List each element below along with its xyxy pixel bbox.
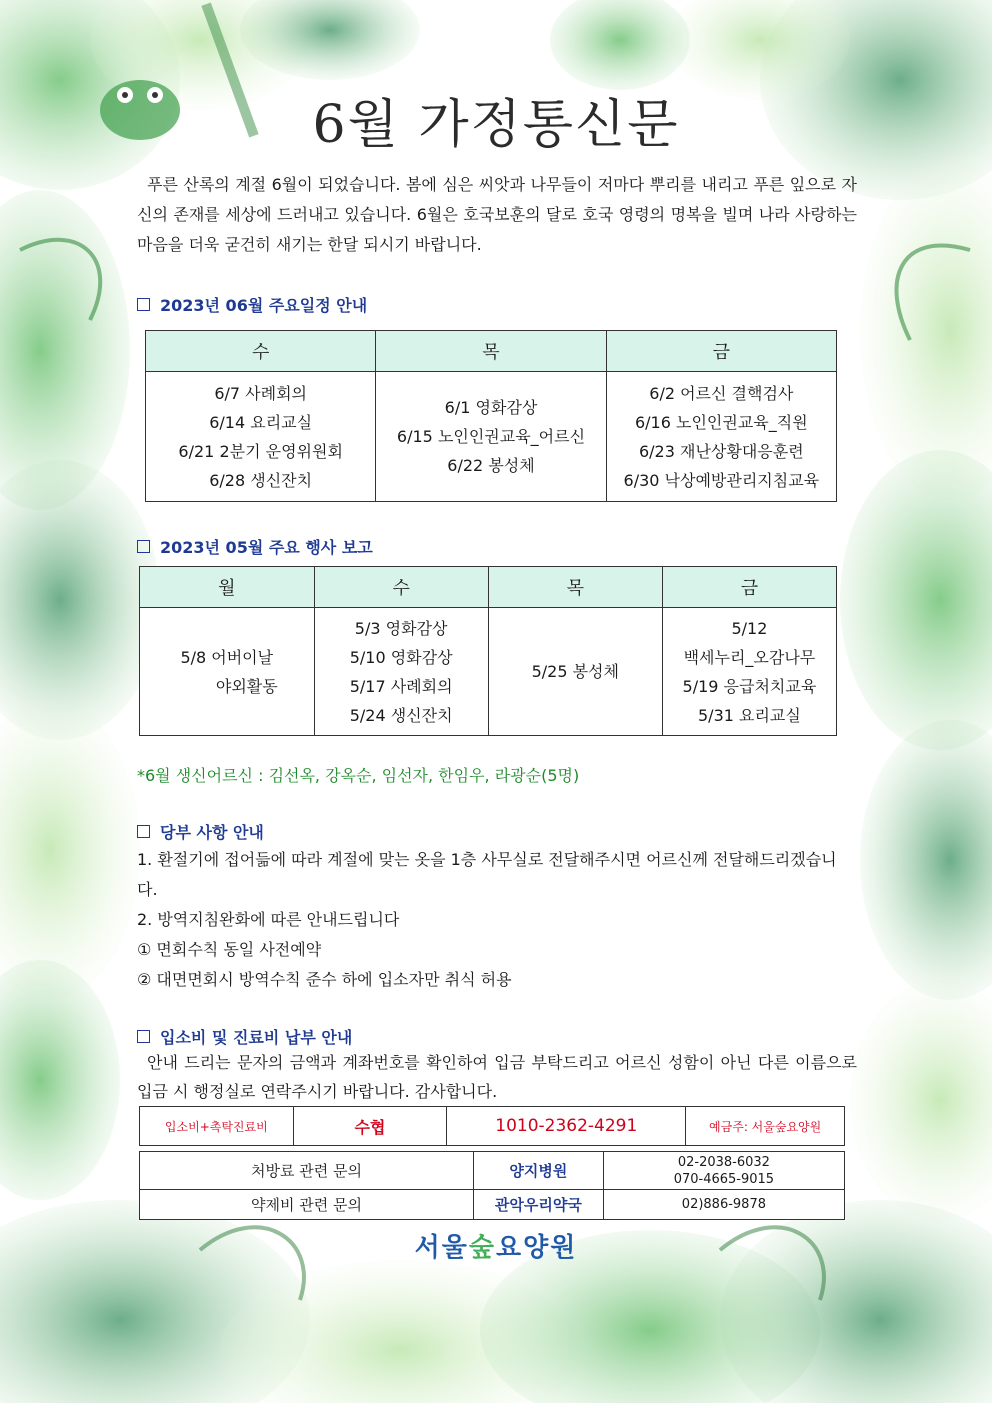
account-label: 입소비+촉탁진료비: [140, 1107, 294, 1146]
report-cell-mon: [140, 608, 315, 736]
contact-topic: 처방료 관련 문의: [140, 1152, 474, 1190]
notice-line: 2. 방역지침완화에 따른 안내드립니다: [137, 910, 400, 929]
schedule-table: [145, 330, 837, 502]
report-item: 5/31 요리교실: [698, 705, 801, 725]
schedule-item: 6/30 낙상예방관리지침교육: [623, 470, 820, 490]
schedule-col-header: 금: [606, 331, 836, 372]
contact-phone[interactable]: 070-4665-9015: [673, 1171, 775, 1187]
contact-phone[interactable]: 02-2038-6032: [677, 1154, 770, 1170]
birthday-note: *6월 생신어르신 : 김선옥, 강옥순, 임선자, 한임우, 라광순(5명): [137, 766, 580, 785]
schedule-col-header: 수: [146, 331, 376, 372]
report-heading: [137, 535, 373, 558]
report-item: 5/25 봉성체: [531, 662, 619, 681]
account-holder: 예금주: 서울숲요양원: [686, 1107, 845, 1146]
schedule-item: 6/16 노인인권교육_직원: [634, 412, 808, 432]
report-item: 5/24 생신잔치: [349, 705, 453, 725]
organization-logo: [0, 1227, 992, 1264]
schedule-item: 6/1 영화감상: [444, 398, 538, 417]
schedule-item: 6/23 재난상황대응훈련: [638, 441, 804, 461]
intro-paragraph: 푸른 산록의 계절 6월이 되었습니다. 봄에 심은 씨앗과 나무들이 저마다 뿌리를 내리고 푸른 잎으로 자신의 존재를 세상에 드러내고 있습니다. 6월은 호국보훈의 달로 호국 영령의 명복을 빌며 나라 사랑하는 마음을 더욱 굳건히 새기는 한달 되시기 바랍니다.: [137, 175, 857, 254]
report-item: 5/19 응급처치교육: [682, 676, 817, 696]
schedule-item: 6/15 노인인권교육_어르신: [396, 427, 586, 446]
schedule-col-header: 목: [376, 331, 606, 372]
payment-intro: 안내 드리는 문자의 금액과 계좌번호를 확인하여 입금 부탁드리고 어르신 성함이 아닌 다른 이름으로 입금 시 행정실로 연락주시기 바랍니다. 감사합니다.: [137, 1053, 857, 1101]
contact-topic: 약제비 관련 문의: [140, 1190, 474, 1220]
notice-line: ① 면회수칙 동일 사전예약: [137, 940, 322, 959]
report-col-header: 금: [662, 567, 836, 608]
checkbox-square-icon: [137, 1030, 150, 1043]
report-col-header: 수: [314, 567, 488, 608]
checkbox-square-icon: [137, 825, 150, 838]
contact-phone[interactable]: 02)886-9878: [603, 1190, 844, 1220]
report-item: 5/8 어버이날: [180, 647, 274, 667]
account-bank: 수협: [293, 1107, 447, 1146]
notice-line: ② 대면면회시 방역수칙 준수 하에 입소자만 취식 허용: [137, 970, 512, 989]
report-item: 백세누리_오감나무: [683, 647, 816, 667]
schedule-cell-thu: [376, 372, 606, 502]
page-title: 6월 가정통신문: [312, 95, 680, 155]
report-col-header: 월: [140, 567, 315, 608]
report-cell-fri: [662, 608, 836, 736]
schedule-heading: [137, 293, 367, 316]
notice-line: 1. 환절기에 접어듦에 따라 계절에 맞는 옷을 1층 사무실로 전달해주시면 어르신께 전달해드리겠습니다.: [137, 850, 837, 899]
checkbox-square-icon: [137, 540, 150, 553]
report-col-header: 목: [488, 567, 662, 608]
schedule-item: 6/22 봉성체: [447, 456, 535, 475]
report-cell-wed: [314, 608, 488, 736]
report-item: 5/12: [731, 618, 768, 638]
report-item: 5/10 영화감상: [349, 647, 453, 667]
schedule-item: 6/14 요리교실: [209, 412, 313, 432]
report-item: 5/17 사례회의: [349, 676, 453, 696]
logo-text-mid: 숲: [468, 1233, 496, 1263]
contact-table: [139, 1151, 845, 1220]
payment-heading-text: 입소비 및 진료비 납부 안내: [160, 1028, 353, 1047]
logo-text-right: 요양원: [496, 1233, 578, 1263]
checkbox-square-icon: [137, 298, 150, 311]
notice-heading: [137, 820, 264, 843]
report-table: [139, 566, 837, 736]
report-item: 야외활동: [215, 676, 278, 696]
payment-heading: [137, 1025, 352, 1048]
schedule-item: 6/7 사례회의: [214, 383, 307, 403]
contact-place: 관악우리약국: [473, 1190, 603, 1220]
contact-phones: [603, 1152, 844, 1190]
schedule-item: 6/2 어르신 결핵검사: [649, 383, 794, 403]
notice-heading-text: 당부 사항 안내: [160, 823, 264, 842]
report-item: 5/3 영화감상: [354, 618, 448, 638]
contact-place: 양지병원: [473, 1152, 603, 1190]
report-cell-thu: [488, 608, 662, 736]
schedule-heading-text: 2023년 06월 주요일정 안내: [160, 296, 368, 315]
notice-body: [137, 845, 857, 995]
schedule-cell-wed: [146, 372, 376, 502]
account-table: [139, 1106, 845, 1146]
schedule-item: 6/21 2분기 운영위원회: [178, 441, 343, 461]
account-number[interactable]: 1010-2362-4291: [447, 1107, 686, 1146]
schedule-cell-fri: [606, 372, 836, 502]
schedule-item: 6/28 생신잔치: [209, 470, 313, 490]
report-heading-text: 2023년 05월 주요 행사 보고: [160, 538, 373, 557]
logo-text-left: 서울: [414, 1233, 469, 1263]
